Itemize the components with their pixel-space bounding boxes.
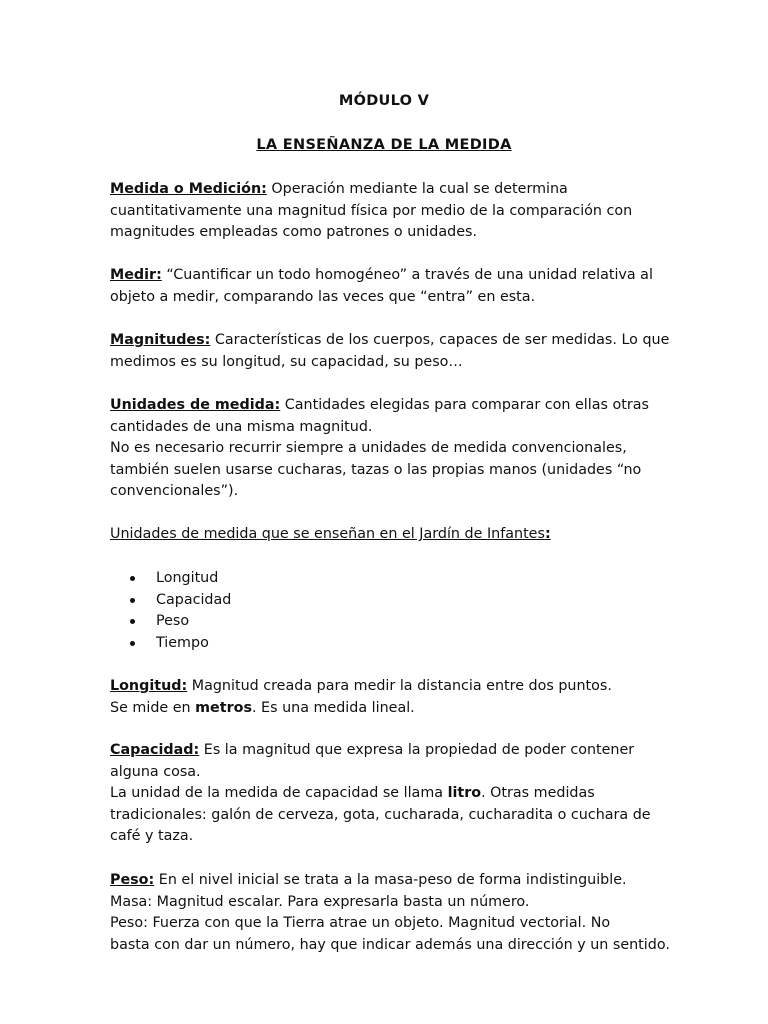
term-magnitudes: Magnitudes: [110,332,211,348]
bullet-icon [130,576,135,581]
definition-text: Masa: Magnitud escalar. Para expresarla basta un número. [110,893,530,910]
list-item: Longitud [128,568,231,590]
definition-text: En el nivel inicial se trata a la masa-peso de forma indistinguible. [158,872,627,888]
definition-capacidad: Capacidad: Es la magnitud que expresa la propiedad de poder contener alguna cosa. La unidad de la medida de capacidad se llama litro. Otras medidas tradicionales: galón de cerveza, gota, cucharada, cucharadita o cuchara de café y taza. [110,740,670,848]
definition-text: objeto a medir, comparando las veces que “entra” en esta. [110,288,536,305]
definition-text: basta con dar un número, hay que indicar además una dirección y un sentido. [110,936,670,953]
jardin-heading [110,524,670,546]
definition-medir [110,265,670,308]
term-medida: Medida o Medición: [110,181,267,197]
definition-text: tradicionales: galón de cerveza, gota, cucharada, cucharadita o cuchara de [110,806,651,823]
definition-text: medimos es su longitud, su capacidad, su peso… [110,353,463,370]
definition-text: “Cuantificar un todo homogéneo” a través de una unidad relativa al [166,267,653,283]
list-item: Capacidad [128,590,231,612]
definition-text: convencionales”). [110,483,239,499]
definition-text: Cantidades elegidas para comparar con ellas otras [284,397,649,413]
definition-text: Características de los cuerpos, capaces de ser medidas. Lo que [214,332,670,348]
term-unidades: Unidades de medida: [110,397,281,413]
definition-text: cantidades de una misma magnitud. [110,418,373,435]
bold-litro: litro [447,785,482,801]
definition-longitud: Longitud: Magnitud creada para medir la distancia entre dos puntos. Se mide en metros. Es una medida lineal. [110,678,612,716]
definition-text: Peso: Fuerza con que la Tierra atrae un objeto. Magnitud vectorial. No [110,915,611,931]
definition-text: magnitudes empleadas como patrones o unidades. [110,224,477,240]
term-capacidad: Capacidad: [110,742,200,758]
bold-metros: metros [195,699,252,716]
definition-peso [110,870,670,956]
list-item: Tiempo [128,633,231,655]
bullet-icon [130,619,135,624]
definition-text: alguna cosa. [110,763,201,780]
term-longitud: Longitud: [110,678,188,694]
module-title: MÓDULO V [338,93,430,109]
units-list [128,568,231,654]
bullet-icon [130,598,135,603]
term-medir: Medir: [110,267,162,283]
bullet-icon [130,641,135,646]
jardin-heading-text: Unidades de medida que se enseñan en el Jardín de Infantes [110,526,545,542]
definition-text: también suelen usarse cucharas, tazas o las propias manos (unidades “no [110,461,642,478]
definition-medida [110,179,670,244]
definition-text: Operación mediante la cual se determina [271,181,568,197]
definition-magnitudes [110,330,670,373]
document-title: LA ENSEÑANZA DE LA MEDIDA [256,137,512,153]
definition-text: Es la magnitud que expresa la propiedad de poder contener [203,742,635,758]
definition-text: cuantitativamente una magnitud física por medio de la comparación con [110,202,633,219]
term-peso: Peso: [110,872,155,888]
list-item: Peso [128,611,231,633]
definition-text: Magnitud creada para medir la distancia entre dos puntos. [191,678,612,694]
definition-text: No es necesario recurrir siempre a unidades de medida convencionales, [110,440,627,456]
jardin-heading-colon: : [544,526,551,542]
definition-text: café y taza. [110,828,194,844]
definition-unidades [110,395,670,503]
